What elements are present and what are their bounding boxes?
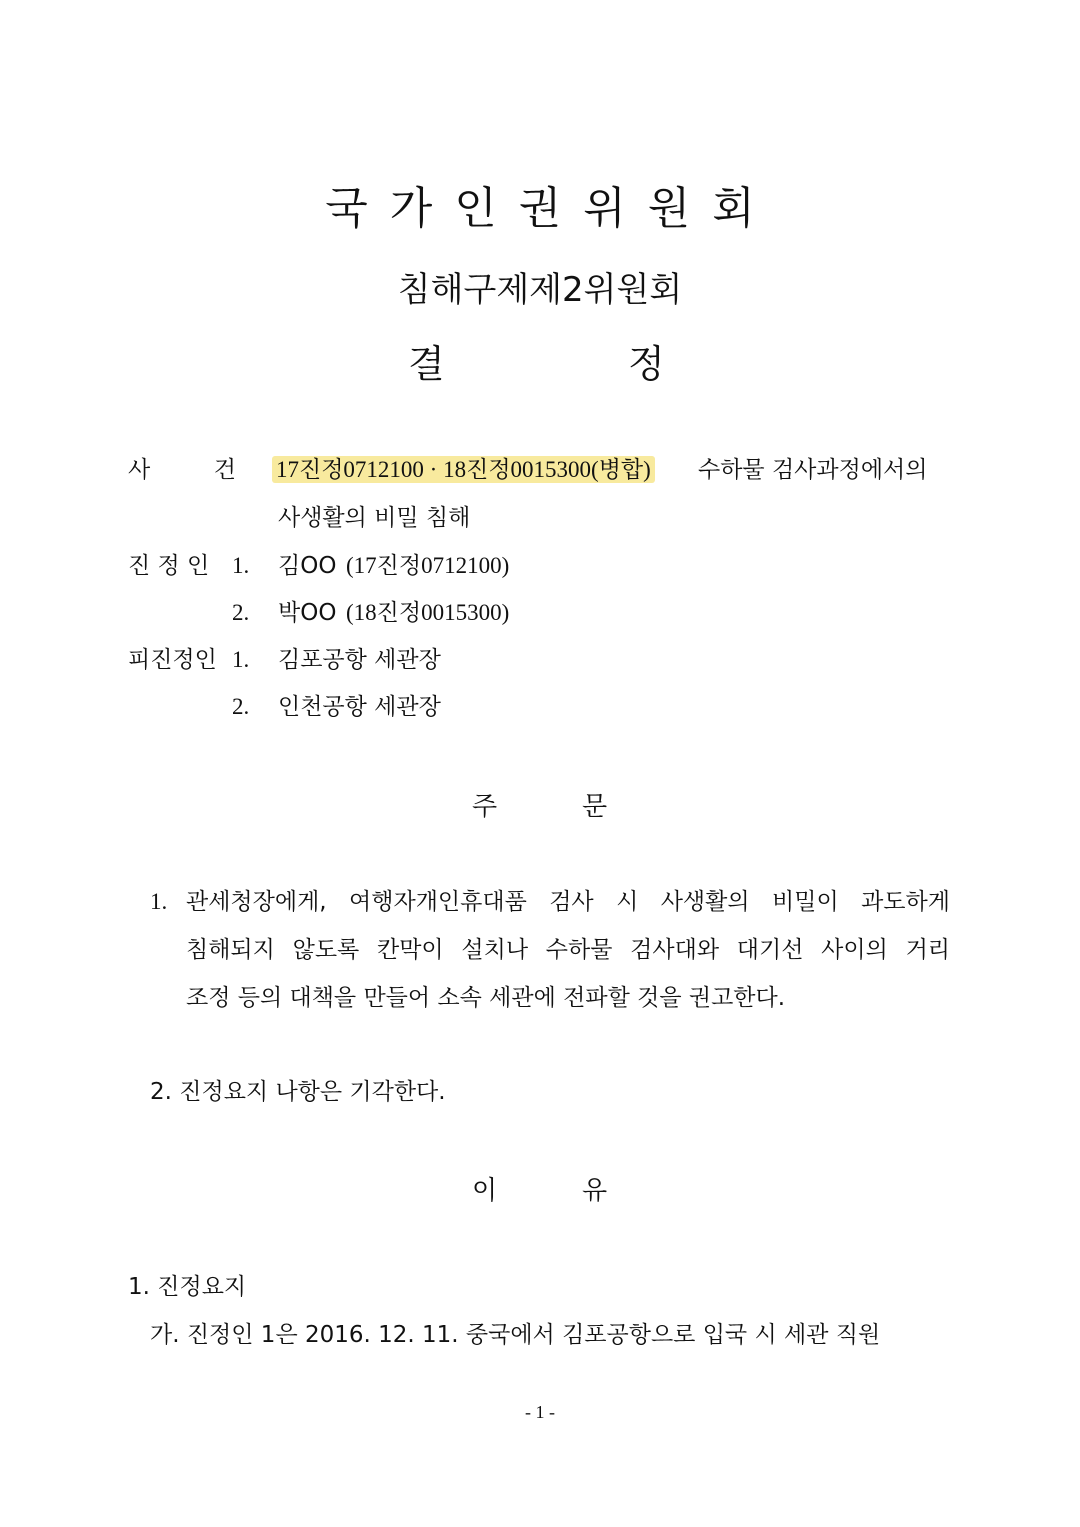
order-heading-first: 주	[472, 792, 498, 822]
reasons-heading-second: 유	[582, 1176, 608, 1206]
word: 거리	[905, 937, 950, 963]
case-label	[128, 456, 236, 484]
word: 사이의	[821, 937, 888, 963]
respondent-label: 피진정인	[128, 647, 217, 673]
case-title-line-2: 사생활의 비밀 침해	[278, 505, 471, 531]
respondent-2-name: 인천공항 세관장	[278, 694, 441, 720]
complainant-2-name: 박OO	[278, 600, 337, 626]
word: 설치나	[461, 937, 529, 963]
organization-title: 국가인권위원회	[325, 183, 777, 234]
word: 침해되지	[186, 937, 275, 963]
word: 수하물	[545, 937, 613, 963]
complainant-2-ref: (18진정0015300)	[346, 600, 510, 625]
decision-heading-second: 정	[628, 342, 665, 386]
paragraph-ga: 가. 진정인 1은 2016. 12. 11. 중국에서 김포공항으로 입국 시 세관 직원	[150, 1322, 881, 1348]
order-item-2: 2. 진정요지 나항은 기각한다.	[150, 1079, 446, 1105]
word: 않도록	[292, 937, 360, 963]
decision-heading-first: 결	[408, 342, 445, 386]
case-title-line-1: 수하물 검사과정에서의	[698, 457, 928, 483]
order-item-1-line-2	[186, 936, 950, 964]
reasons-heading-first: 이	[472, 1176, 498, 1206]
word: 관세청장에게,	[186, 889, 327, 915]
word: 사생활의	[660, 889, 750, 915]
complainant-2-number: 2.	[232, 600, 250, 625]
order-item-1-line-3: 조정 등의 대책을 만들어 소속 세관에 전파할 것을 권고한다.	[186, 985, 786, 1011]
section-1-heading: 1. 진정요지	[128, 1274, 247, 1300]
complainant-label: 진 정 인	[128, 553, 210, 579]
word: 과도하게	[861, 889, 950, 915]
order-heading-second: 문	[582, 792, 608, 822]
page-number: - 1 -	[525, 1402, 555, 1422]
order-item-1-number: 1.	[150, 889, 168, 914]
complainant-1-name: 김OO	[278, 553, 337, 579]
word: 검사대와	[630, 937, 720, 963]
word: 칸막이	[377, 937, 444, 963]
case-label-first: 사	[128, 457, 151, 483]
respondent-1-number: 1.	[232, 647, 250, 672]
case-number-highlight: 17진정0712100 · 18진정0015300(병합)	[272, 456, 655, 483]
complainant-1-ref: (17진정0712100)	[346, 553, 510, 578]
committee-name: 침해구제제2위원회	[397, 270, 683, 310]
word: 비밀이	[772, 889, 839, 915]
order-item-1-line-1	[186, 888, 950, 916]
word: 검사	[549, 889, 594, 915]
case-number	[272, 456, 655, 484]
word: 여행자개인휴대품	[349, 889, 527, 915]
case-label-second: 건	[213, 457, 236, 483]
respondent-1-name: 김포공항 세관장	[278, 647, 441, 673]
respondent-2-number: 2.	[232, 694, 250, 719]
word: 시	[616, 889, 639, 915]
word: 대기선	[736, 937, 804, 963]
complainant-1-number: 1.	[232, 553, 250, 578]
